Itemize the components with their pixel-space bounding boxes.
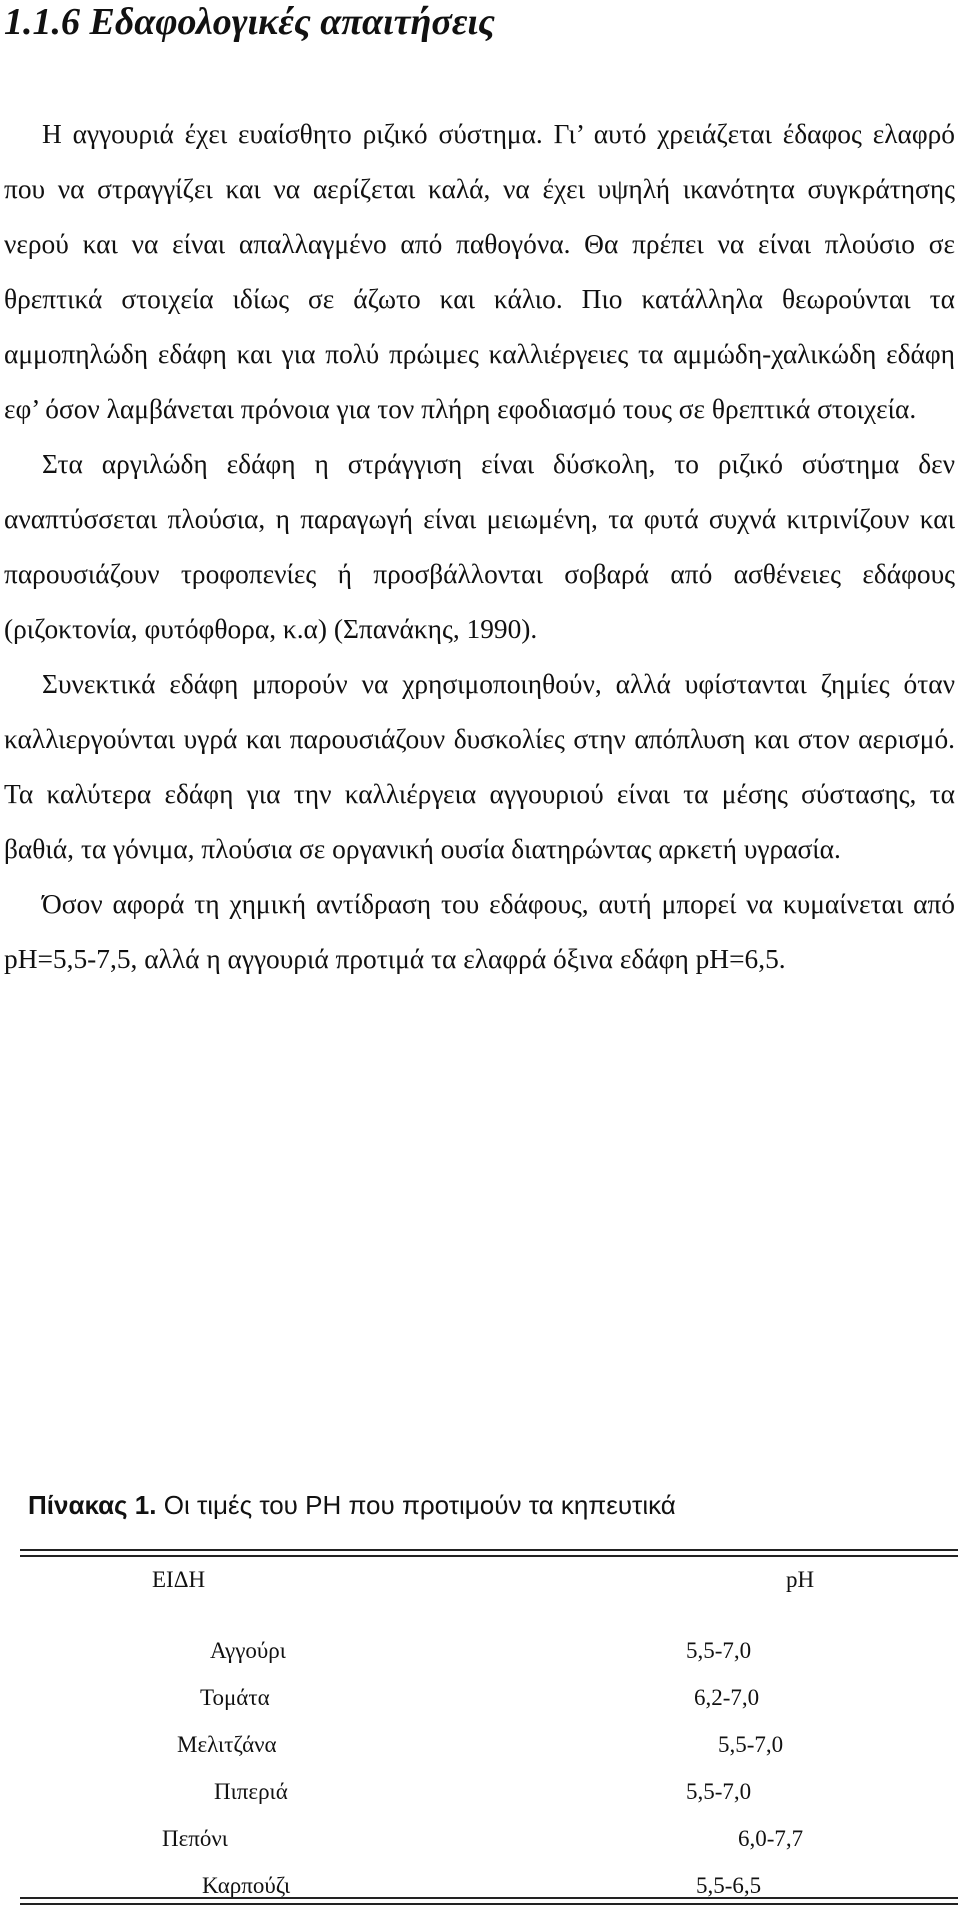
section-heading: 1.1.6 Εδαφολογικές απαιτήσεις (4, 1, 495, 43)
table-cell-species: Καρπούζι (202, 1873, 291, 1898)
table-bottom-rule-inner (20, 1903, 958, 1905)
table-cell-ph: 5,5-7,0 (686, 1779, 752, 1804)
table-cell-ph: 5,5-6,5 (696, 1873, 762, 1898)
table-cell-ph: 6,2-7,0 (694, 1685, 760, 1710)
paragraph-soil-requirements: Η αγγουριά έχει ευαίσθητο ριζικό σύστημα. Γι’ αυτό χρειάζεται έδαφος ελαφρό που να στραγγίζει και να αερίζεται καλά, να έχει υψηλή ικανότητα συγκράτησης νερού και να είναι απαλλαγμένο από παθογόνα. Θα πρέπει να είναι πλούσιο σε θρεπτικά στοιχεία ιδίως σε άζωτο και κάλιο. Πιο κατάλληλα θεωρούνται τα αμμοπηλώδη εδάφη και για πολύ πρώιμες καλλιέργειες τα αμμώδη-χαλικώδη εδάφη εφ’ όσον λαμβάνεται πρόνοια για τον πλήρη εφοδιασμό τους σε θρεπτικά στοιχεία. (4, 119, 955, 424)
table-caption (28, 1485, 676, 1525)
table-top-rule (20, 1549, 958, 1551)
table-caption-label: Πίνακας 1. (28, 1490, 157, 1520)
table-caption-text: Οι τιμές του PH που προτιμούν τα κηπευτικά (156, 1490, 676, 1520)
table-cell-ph: 6,0-7,7 (738, 1826, 804, 1851)
table-cell-species: Πιπεριά (214, 1779, 288, 1804)
body-text (4, 107, 955, 987)
table-header-species: ΕΙΔΗ (152, 1567, 206, 1592)
table-cell-ph: 5,5-7,0 (718, 1732, 784, 1757)
paragraph-soil-ph: Όσον αφορά τη χημική αντίδραση του εδάφους, αυτή μπορεί να κυμαίνεται από pH=5,5-7,5, αλλά η αγγουριά προτιμά τα ελαφρά όξινα εδάφη pH=6,5. (4, 889, 955, 974)
table-cell-species: Τομάτα (200, 1685, 270, 1710)
table-cell-species: Μελιτζάνα (177, 1732, 277, 1757)
table-header-ph: pH (786, 1567, 815, 1592)
paragraph-clay-soils: Στα αργιλώδη εδάφη η στράγγιση είναι δύσκολη, το ριζικό σύστημα δεν αναπτύσσεται πλούσια, η παραγωγή είναι μειωμένη, τα φυτά συχνά κιτρινίζουν και παρουσιάζουν τροφοπενίες ή προσβάλλονται σοβαρά από ασθένειες εδάφους (ριζοκτονία, φυτόφθορα, κ.α) (Σπανάκης, 1990). (4, 449, 955, 644)
table-cell-species: Πεπόνι (162, 1826, 228, 1851)
table-cell-ph: 5,5-7,0 (686, 1638, 752, 1663)
table-top-rule-inner (20, 1555, 958, 1557)
table-cell-species: Αγγούρι (210, 1638, 286, 1663)
table-bottom-rule (20, 1897, 958, 1899)
paragraph-cohesive-soils: Συνεκτικά εδάφη μπορούν να χρησιμοποιηθούν, αλλά υφίστανται ζημίες όταν καλλιεργούνται υγρά και παρουσιάζουν δυσκολίες στην απόπλυση και στον αερισμό. Τα καλύτερα εδάφη για την καλλιέργεια αγγουριού είναι τα μέσης σύστασης, τα βαθιά, τα γόνιμα, πλούσια σε οργανική ουσία διατηρώντας αρκετή υγρασία. (4, 669, 955, 864)
